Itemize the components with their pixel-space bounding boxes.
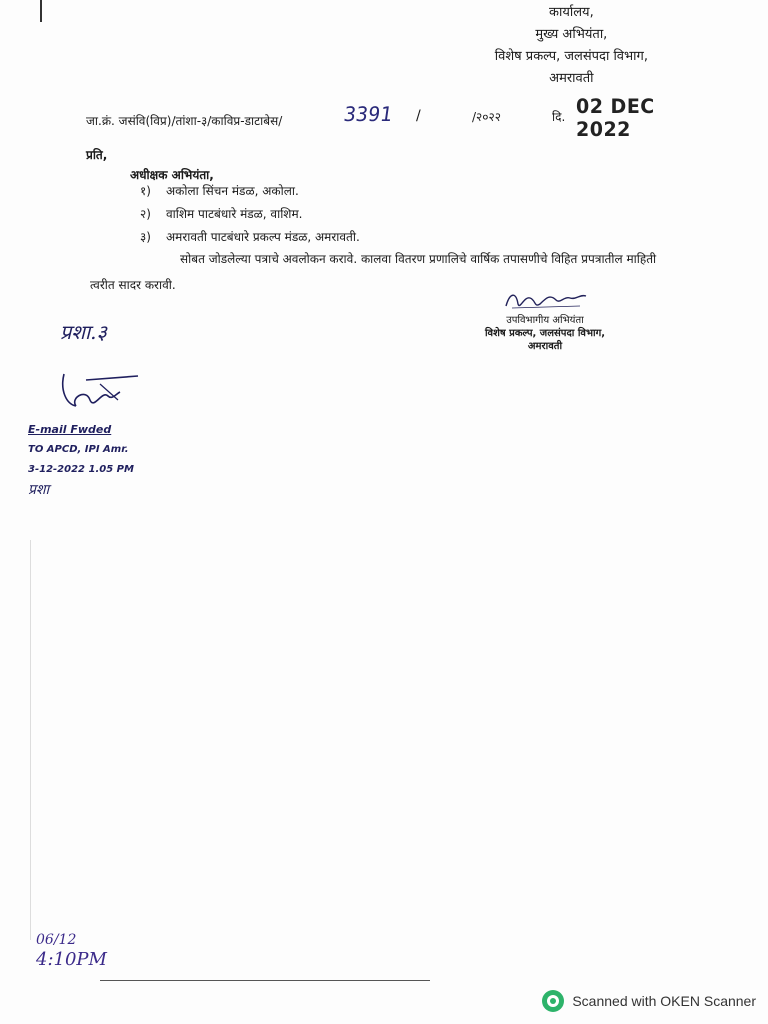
email-note-line-4: प्रशा [28, 482, 50, 498]
handwritten-timestamp-note [36, 930, 107, 970]
recipient-list [140, 180, 360, 249]
bottom-divider [100, 980, 430, 981]
recipient-number: ३) [140, 230, 151, 244]
signature-icon [500, 288, 590, 314]
signatory-city: अमरावती [527, 341, 563, 352]
recipient-title: अधीक्षक अभियंता, [130, 168, 214, 182]
email-forward-note [28, 420, 134, 500]
recipient-number: १) [140, 184, 151, 198]
recipient-name: अकोला सिंचन मंडळ, अकोला. [166, 184, 299, 198]
page-edge-shadow [30, 540, 31, 940]
recipient-number: २) [140, 207, 151, 221]
handwritten-section-note: प्रशा.३ [60, 320, 107, 344]
handwritten-initials-icon [56, 370, 142, 414]
recipient-item [140, 203, 360, 226]
office-header [495, 2, 648, 90]
office-line-2: मुख्य अभियंता, [535, 27, 608, 42]
reference-row [86, 94, 706, 142]
oken-scanner-logo-icon [542, 990, 564, 1012]
date-stamp: 02 DEC 2022 [576, 94, 655, 142]
scanner-watermark-text: Scanned with OKEN Scanner [572, 993, 756, 1009]
reference-year: /२०२२ [472, 110, 502, 124]
timestamp-date: 06/12 [36, 932, 77, 948]
email-note-line-1: E-mail Fwded [28, 423, 112, 436]
office-line-3: विशेष प्रकल्प, जलसंपदा विभाग, [494, 49, 648, 64]
to-label: प्रति, [86, 148, 108, 162]
recipient-name: अमरावती पाटबंधारे प्रकल्प मंडळ, अमरावती. [166, 230, 360, 244]
reference-number: 3391 [342, 102, 394, 126]
margin-mark [40, 0, 42, 22]
office-line-4: अमरावती [549, 71, 594, 86]
date-label: दि. [552, 110, 566, 124]
reference-slash: / [416, 108, 421, 124]
office-line-1: कार्यालय, [548, 5, 594, 20]
signatory-designation: उपविभागीय अभियंता [506, 315, 584, 326]
letter-body: सोबत जोडलेल्या पत्राचे अवलोकन करावे. कालवा वितरण प्रणालिचे वार्षिक तपासणीचे विहित प्रपत्रातील माहिती त्वरीत सादर करावी. [90, 252, 657, 292]
signatory-office: विशेष प्रकल्प, जलसंपदा विभाग, [484, 328, 606, 339]
signature-block [460, 288, 630, 353]
reference-prefix: जा.क्रं. जसंवि(विप्र)/तांशा-३/काविप्र-डाटाबेस/ [86, 114, 283, 128]
email-note-line-2: TO APCD, IPI Amr. [28, 444, 129, 455]
recipient-name: वाशिम पाटबंधारे मंडळ, वाशिम. [166, 207, 303, 221]
scanner-watermark [542, 990, 756, 1012]
timestamp-time: 4:10PM [36, 949, 107, 970]
email-note-line-3: 3-12-2022 1.05 PM [28, 464, 134, 475]
recipient-item [140, 180, 360, 203]
